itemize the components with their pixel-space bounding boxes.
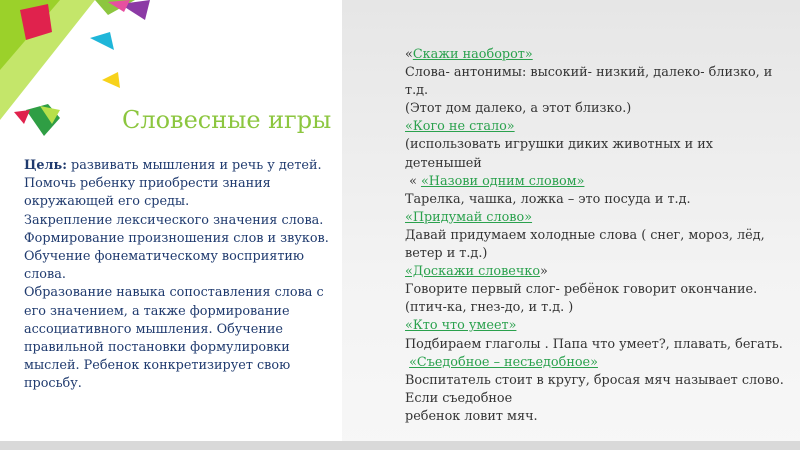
game-1-description: Слова- антонимы: высокий- низкий, далеко- близко, и т.д.	[405, 65, 773, 99]
game-7-heading	[405, 354, 791, 372]
game-5-close-quote: »	[540, 264, 548, 280]
game-3-heading	[405, 173, 791, 191]
game-1-link[interactable]: Скажи наоборот»	[412, 47, 533, 62]
left-paragraph-3: Обучение фонематическому восприятию слова.	[24, 249, 305, 283]
goal-text: развивать мышления и речь у детей.	[66, 158, 322, 173]
deco-small-red-kite	[14, 110, 30, 124]
game-6-description: Подбираем глаголы . Папа что умеет?, плавать, бегать.	[405, 336, 783, 352]
game-5-link[interactable]: «Доскажи словечко	[405, 264, 541, 280]
game-2-description: (использовать игрушки диких животных и их детенышей	[405, 137, 713, 171]
game-2-link[interactable]: «Кого не стало»	[405, 119, 515, 135]
bottom-strip	[0, 441, 800, 450]
game-6-heading	[405, 317, 791, 335]
game-5-description: Говорите первый слог- ребёнок говорит окончание.(птич-ка, гнез-до, и т.д. )	[405, 282, 758, 316]
game-6-link[interactable]: «Кто что умеет»	[405, 318, 517, 334]
game-3-link[interactable]: «Назови одним словом»	[420, 173, 585, 189]
deco-cyan-kite	[90, 32, 114, 50]
games-list	[405, 46, 791, 426]
game-7-description: Воспитатель стоит в кругу, бросая мяч называет слово. Если съедобное	[405, 372, 784, 406]
game-1-heading	[405, 46, 791, 64]
deco-yellow-kite	[102, 72, 120, 88]
game-3-description: Тарелка, чашка, ложка – это посуда и т.д.	[405, 191, 691, 207]
game-4-heading	[405, 209, 791, 227]
game-4-description: Давай придумаем холодные слова ( снег, мороз, лёд, ветер и т.д.)	[405, 227, 765, 262]
left-paragraph-2: Закрепление лексического значения слова. Формирование произношения слов и звуков.	[24, 212, 329, 246]
game-7-description-2: ребенок ловит мяч.	[405, 408, 538, 424]
game-3-open-quote: «	[405, 173, 421, 189]
left-paragraph-1: Помочь ребенку приобрести знания окружающей его среды.	[24, 176, 271, 210]
slide-title: Словесные игры	[122, 106, 332, 134]
goal-label: Цель:	[24, 158, 67, 173]
game-2-heading	[405, 118, 791, 136]
left-paragraph-4: Образование навыка сопоставления слова с его значением, а также формирование ассоциативного мышления. Обучение правильной постановки формулировки мыслей. Ребенок конкретизирует свою просьбу.	[24, 285, 324, 392]
goal-paragraph	[24, 157, 329, 175]
game-1-example: (Этот дом далеко, а этот близко.)	[405, 101, 632, 117]
game-5-heading	[405, 263, 791, 281]
game-1-open-quote: «	[405, 47, 413, 62]
left-text-block	[24, 157, 329, 394]
game-4-link[interactable]: «Придумай слово»	[405, 209, 533, 225]
game-7-link[interactable]: «Съедобное – несъедобное»	[409, 354, 598, 370]
